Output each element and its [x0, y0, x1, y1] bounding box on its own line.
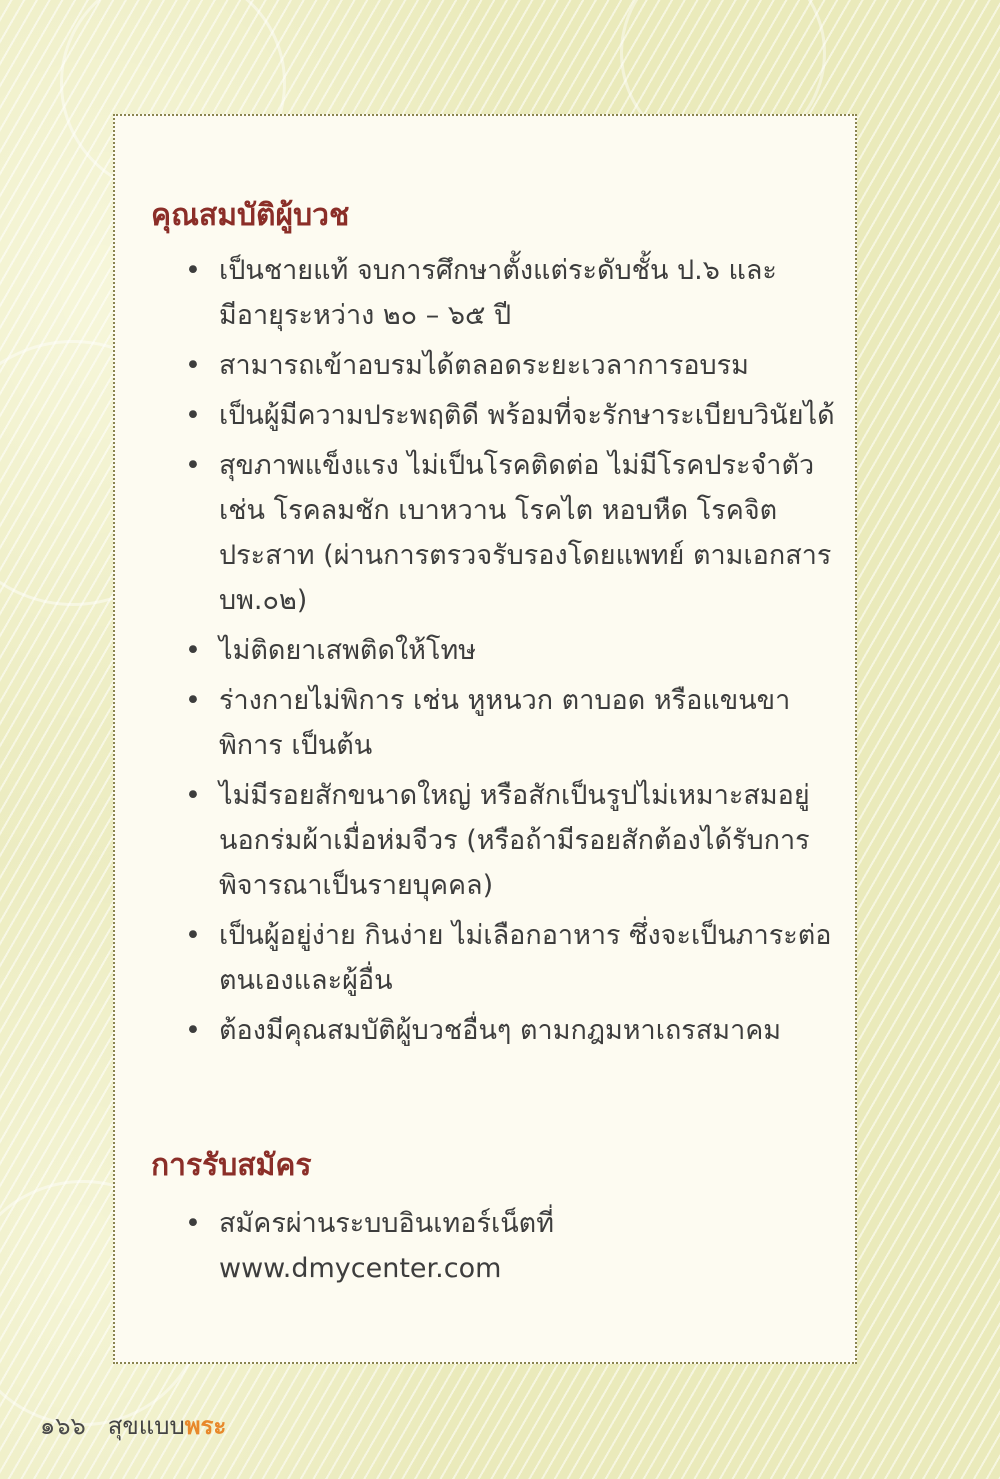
- list-item: • เป็นผู้มีความประพฤติดี พร้อมที่จะรักษาระเบียบวินัยได้: [151, 393, 835, 438]
- bullet-icon: •: [185, 350, 201, 381]
- bullet-icon: •: [185, 685, 201, 716]
- book-title: สุขแบบ: [107, 1412, 185, 1440]
- bullet-icon: •: [185, 400, 201, 431]
- content-panel: [113, 114, 857, 1364]
- page-footer: [40, 1406, 226, 1445]
- book-title-accent: พระ: [184, 1412, 227, 1440]
- list-item: • สามารถเข้าอบรมได้ตลอดระยะเวลาการอบรม: [151, 343, 835, 388]
- list-item: • ไม่ติดยาเสพติดให้โทษ: [151, 628, 835, 673]
- qualifications-list: [151, 248, 835, 1058]
- list-item: • ร่างกายไม่พิการ เช่น หูหนวก ตาบอด หรือแขนขาพิการ เป็นต้น: [151, 678, 835, 768]
- bullet-icon: •: [185, 1015, 201, 1046]
- application-list: [151, 1201, 835, 1296]
- list-item: • ไม่มีรอยสักขนาดใหญ่ หรือสักเป็นรูปไม่เหมาะสมอยู่นอกร่มผ้าเมื่อห่มจีวร (หรือถ้ามีรอยสักต้องได้รับการพิจารณาเป็นรายบุคคล): [151, 773, 835, 908]
- list-item: • เป็นผู้อยู่ง่าย กินง่าย ไม่เลือกอาหาร ซึ่งจะเป็นภาระต่อตนเองและผู้อื่น: [151, 913, 835, 1003]
- list-item: • เป็นชายแท้ จบการศึกษาตั้งแต่ระดับชั้น ป.๖ และมีอายุระหว่าง ๒๐ – ๖๕ ปี: [151, 248, 835, 338]
- list-item: • ต้องมีคุณสมบัติผู้บวชอื่นๆ ตามกฎมหาเถรสมาคม: [151, 1008, 835, 1053]
- bullet-icon: •: [185, 450, 201, 481]
- bullet-icon: •: [185, 255, 201, 286]
- bullet-icon: •: [185, 780, 201, 811]
- bullet-icon: •: [185, 920, 201, 951]
- qualifications-heading: คุณสมบัติผู้บวช: [151, 198, 350, 233]
- list-item: • สุขภาพแข็งแรง ไม่เป็นโรคติดต่อ ไม่มีโรคประจำตัว เช่น โรคลมชัก เบาหวาน โรคไต หอบหืด โรคจิตประสาท (ผ่านการตรวจรับรองโดยแพทย์ ตามเอกสาร บพ.๐๒): [151, 443, 835, 623]
- page-number: ๑๖๖: [40, 1412, 86, 1440]
- bullet-icon: •: [185, 635, 201, 666]
- application-heading: การรับสมัคร: [151, 1148, 312, 1183]
- bullet-icon: •: [185, 1208, 201, 1239]
- list-item: • สมัครผ่านระบบอินเทอร์เน็ตที่ www.dmycenter.com: [151, 1201, 835, 1291]
